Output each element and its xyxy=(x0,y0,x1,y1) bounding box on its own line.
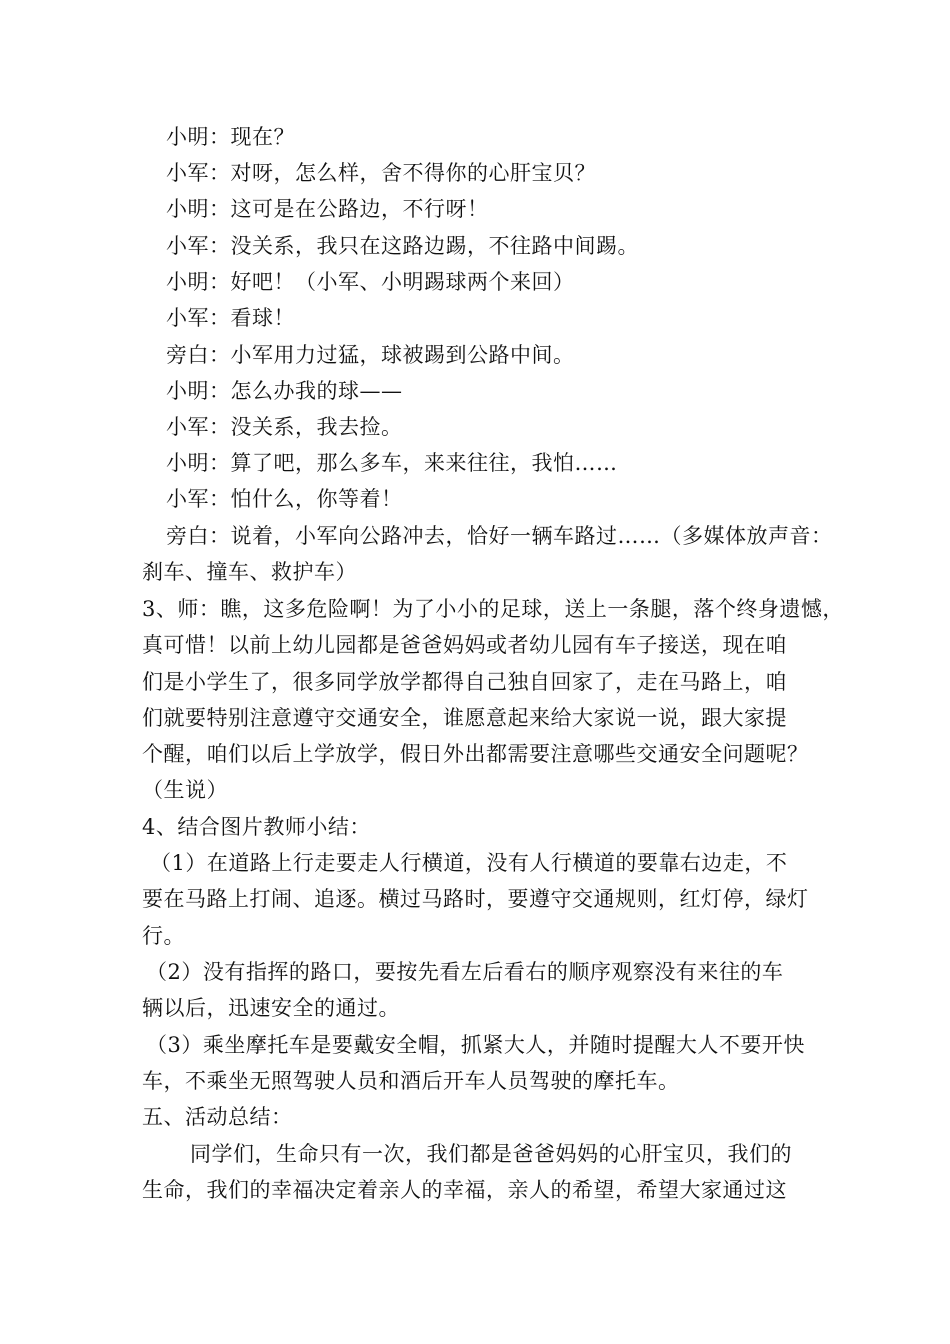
dialogue-line: 小军：没关系，我去捡。 xyxy=(166,415,403,439)
point-line: （3）乘坐摩托车是要戴安全帽，抓紧大人，并随时提醒大人不要开快 xyxy=(146,1033,805,1057)
dialogue-line: 小明：现在？ xyxy=(166,125,295,149)
summary-line: 生命，我们的幸福决定着亲人的幸福，亲人的希望，希望大家通过这 xyxy=(142,1178,787,1202)
dialogue-line: 小明：好吧！（小军、小明踢球两个来回） xyxy=(166,270,575,294)
paragraph-line: 真可惜！以前上幼儿园都是爸爸妈妈或者幼儿园有车子接送，现在咱 xyxy=(142,633,787,657)
point-line: 车，不乘坐无照驾驶人员和酒后开车人员驾驶的摩托车。 xyxy=(142,1069,680,1093)
dialogue-line: 小明：怎么办我的球—— xyxy=(166,379,403,403)
section-heading: 五、活动总结： xyxy=(142,1105,293,1129)
paragraph-line: 们是小学生了，很多同学放学都得自己独自回家了，走在马路上，咱 xyxy=(142,670,787,694)
paragraph-line: （生说） xyxy=(142,778,228,802)
point-line: （2）没有指挥的路口，要按先看左后看右的顺序观察没有来往的车 xyxy=(146,960,784,984)
paragraph-line: 们就要特别注意遵守交通安全，谁愿意起来给大家说一说，跟大家提 xyxy=(142,706,787,730)
narration-line: 旁白：说着，小军向公路冲去，恰好一辆车路过……（多媒体放声音： xyxy=(166,524,833,548)
point-line: 辆以后，迅速安全的通过。 xyxy=(142,996,400,1020)
point-line: 要在马路上打闹、追逐。横过马路时，要遵守交通规则，红灯停，绿灯 xyxy=(142,887,809,911)
dialogue-line: 小军：看球！ xyxy=(166,306,295,330)
dialogue-line: 旁白：小军用力过猛，球被踢到公路中间。 xyxy=(166,343,575,367)
dialogue-line: 小军：怕什么，你等着！ xyxy=(166,487,403,511)
summary-line: 同学们，生命只有一次，我们都是爸爸妈妈的心肝宝贝，我们的 xyxy=(190,1142,792,1166)
dialogue-line: 小军：没关系，我只在这路边踢，不往路中间踢。 xyxy=(166,234,639,258)
dialogue-line: 小明：这可是在公路边，不行呀！ xyxy=(166,197,489,221)
paragraph-line: 个醒，咱们以后上学放学，假日外出都需要注意哪些交通安全问题呢？ xyxy=(142,742,809,766)
dialogue-line: 小军：对呀，怎么样，舍不得你的心肝宝贝？ xyxy=(166,161,596,185)
point-line: （1）在道路上行走要走人行横道，没有人行横道的要靠右边走，不 xyxy=(150,851,788,875)
section-heading: 4、结合图片教师小结： xyxy=(142,815,371,839)
dialogue-line: 小明：算了吧，那么多车，来来往往，我怕…… xyxy=(166,451,618,475)
paragraph-line: 3、师：瞧，这多危险啊！为了小小的足球，送上一条腿，落个终身遗憾， xyxy=(142,597,844,621)
point-line: 行。 xyxy=(142,924,185,948)
narration-line: 刹车、撞车、救护车） xyxy=(142,560,357,584)
